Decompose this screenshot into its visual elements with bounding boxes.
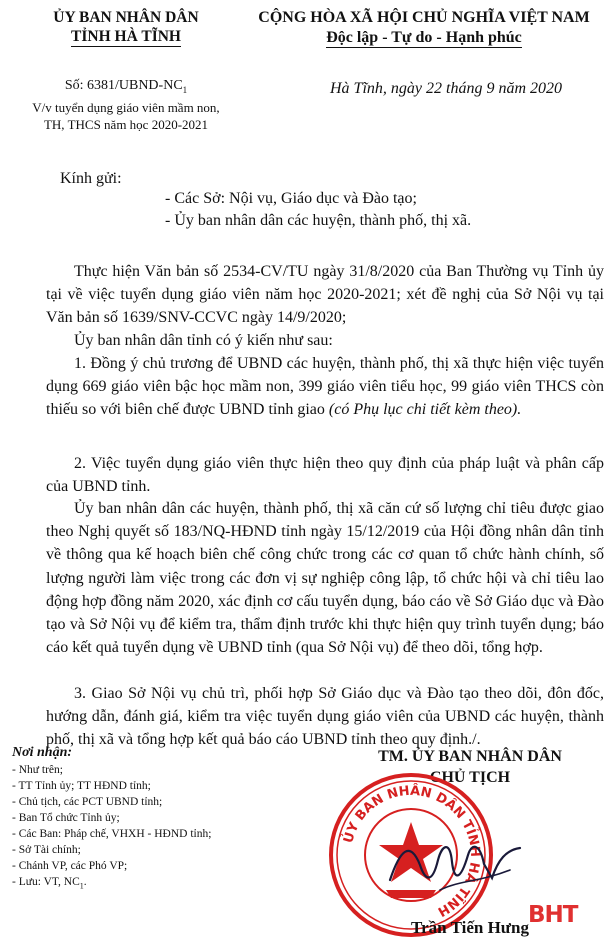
distribution-item: - Sở Tài chính; xyxy=(12,844,81,856)
distribution-item: - Chánh VP, các Phó VP; xyxy=(12,860,128,872)
recipient-item: - Các Sở: Nội vụ, Giáo dục và Đào tạo; xyxy=(165,190,417,207)
signature-title-line1: TM. ỦY BAN NHÂN DÂN xyxy=(378,748,562,765)
distribution-item: - TT Tỉnh ủy; TT HĐND tỉnh; xyxy=(12,780,151,792)
issuer-block xyxy=(26,8,226,46)
recipient-item: - Ủy ban nhân dân các huyện, thành phố, thị xã. xyxy=(165,212,472,229)
issuer-name-line1: ỦY BAN NHÂN DÂN xyxy=(53,9,199,26)
signature-title-line2: CHỦ TỊCH xyxy=(429,769,511,786)
paragraph-item-3: 3. Giao Sở Nội vụ chủ trì, phối hợp Sở Giáo dục và Đào tạo theo dõi, đôn đốc, hướng dẫn, đánh giá, kiểm tra việc tuyển dụng giáo viên của UBND các huyện, thành phố, thị xã và tổng hợp kết quả báo cáo UBND tỉnh theo quy định./. xyxy=(46,685,604,749)
national-motto-block xyxy=(238,8,610,48)
doc-number: Số: $6381/UBND-NC_1$ xyxy=(64,78,188,95)
paragraph-intro: Thực hiện Văn bản số 2534-CV/TU ngày 31/8/2020 của Ban Thường vụ Tỉnh ủy tại về việc tuyển dụng giáo viên năm học 2020-2021; xét đề nghị của Sở Nội vụ tại Văn bản số 1639/SNV-CCVC ngày 14/9/2020; xyxy=(46,263,604,327)
doc-subject-line2: TH, THCS năm học 2020-2021 xyxy=(43,117,209,132)
doc-subject xyxy=(4,99,248,133)
watermark-logo: BHT xyxy=(528,902,578,928)
paragraph-item-2: 2. Việc tuyển dụng giáo viên thực hiện theo quy định của pháp luật và phân cấp của UBND tỉnh. xyxy=(46,455,604,496)
paragraph-instructions: Ủy ban nhân dân các huyện, thành phố, thị xã căn cứ số lượng chỉ tiêu được giao theo Nghị quyết số 183/NQ-HĐND tỉnh ngày 15/12/2019 của Hội đồng nhân dân tỉnh về thông qua kế hoạch biên chế công chức trong các cơ quan tổ chức hành chính, số lượng người làm việc trong các đơn vị sự nghiệp công lập, tổ chức hội và chỉ tiêu lao động hợp đồng năm 2020, xác định cơ cấu tuyển dụng, báo cáo về Sở Giáo dục và Đào tạo và Sở Nội vụ để kiểm tra, thẩm định trước khi thực hiện quy trình tuyển dụng; báo cáo kết quả tuyển dụng về UBND tỉnh (qua Sở Nội vụ) để theo dõi, tổng hợp. xyxy=(46,500,604,657)
paragraph-opinion: Ủy ban nhân dân tỉnh có ý kiến như sau: xyxy=(74,332,333,349)
signer-name: Trần Tiến Hưng xyxy=(411,918,529,937)
paragraph-item-1: 1. Đồng ý chủ trương để UBND các huyện, thành phố, thị xã thực hiện việc tuyển dụng 669 giáo viên bậc học mầm non, 399 giáo viên tiểu học, 99 giáo viên THCS còn thiếu so với biên chế được UBND tỉnh giao (có Phụ lục chi tiết kèm theo). xyxy=(46,355,604,419)
distribution-block xyxy=(12,745,302,894)
appendix-note: (có Phụ lục chi tiết kèm theo). xyxy=(328,401,522,419)
place-date: Hà Tĩnh, ngày 22 tháng 9 năm 2020 xyxy=(330,80,562,97)
distribution-item: - Ban Tổ chức Tỉnh ủy; xyxy=(12,812,120,824)
distribution-item: - Lưu: VT, $NC_1$. xyxy=(12,876,87,891)
distribution-item: - Chủ tịch, các PCT UBND tỉnh; xyxy=(12,796,163,808)
doc-subject-line1: V/v tuyển dụng giáo viên mầm non, xyxy=(32,100,220,115)
recipients-list xyxy=(165,188,471,232)
national-motto: Độc lập - Tự do - Hạnh phúc xyxy=(326,29,522,46)
issuer-name-line2: TỈNH HÀ TĨNH xyxy=(71,28,181,45)
national-title: CỘNG HÒA XÃ HỘI CHỦ NGHĨA VIỆT NAM xyxy=(258,9,590,26)
distribution-item: - Như trên; xyxy=(12,764,63,776)
distribution-item: - Các Ban: Pháp chế, VHXH - HĐND tỉnh; xyxy=(12,828,212,840)
handwritten-signature xyxy=(380,820,530,910)
recipients-label: Kính gửi: xyxy=(60,170,122,187)
distribution-label: Nơi nhận: xyxy=(12,745,73,760)
seal-text: ỦY BAN NHÂN DÂN TỈNH HÀ TĨNH xyxy=(341,783,483,919)
